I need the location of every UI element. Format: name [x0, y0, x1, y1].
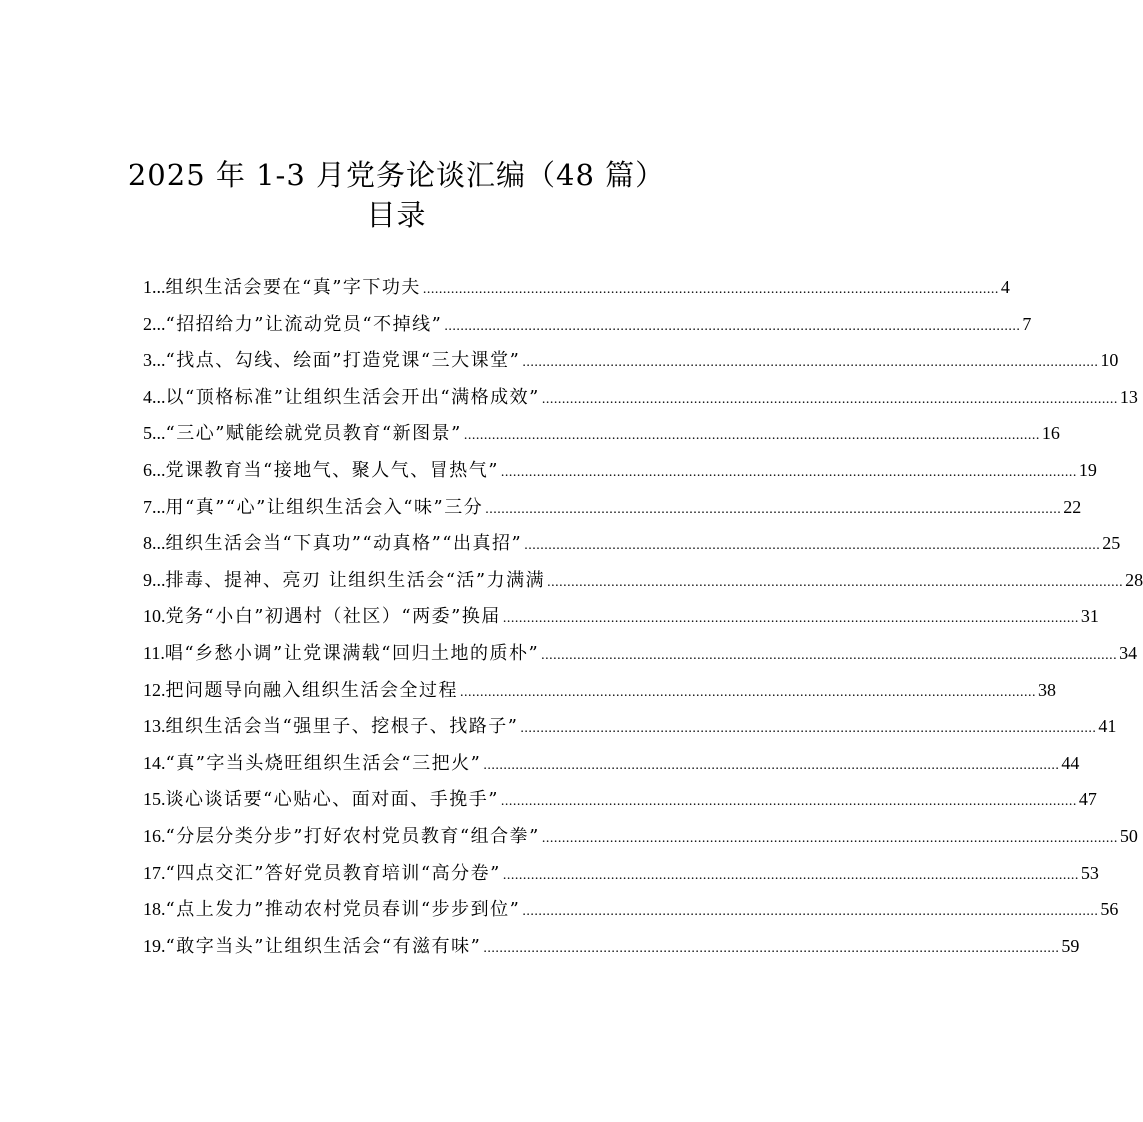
- toc-dot-leader: [423, 272, 999, 309]
- toc-dot-leader: [542, 821, 1118, 858]
- toc-entry-page: 7: [1022, 313, 1032, 334]
- toc-dot-leader: [524, 528, 1100, 565]
- toc-entry-page: 25: [1102, 533, 1121, 554]
- toc-entry-title: “三心”赋能绘就党员教育“新图景”: [165, 423, 462, 445]
- toc-entry-number: 9...: [143, 569, 166, 590]
- toc-dot-leader: [542, 382, 1118, 419]
- toc-entry[interactable]: [143, 818, 1138, 855]
- toc-entry-title: 组织生活会当“强里子、挖根子、找路子”: [165, 716, 519, 738]
- toc-entry-title: 用“真”“心”让组织生活会入“味”三分: [165, 496, 484, 518]
- toc-entry-number: 17.: [143, 862, 166, 883]
- toc-entry-title: “点上发力”推动农村党员春训“步步到位”: [165, 899, 521, 921]
- toc-entry-title: 谈心谈话要“心贴心、面对面、手挽手”: [165, 789, 499, 811]
- toc-entry-number: 11.: [143, 642, 165, 663]
- toc-entry-number: 15.: [143, 789, 166, 810]
- toc-entry[interactable]: [143, 525, 1121, 562]
- toc-entry-page: 44: [1061, 752, 1080, 773]
- toc-entry-title: “找点、勾线、绘面”打造党课“三大课堂”: [165, 350, 521, 372]
- toc-entry-number: 14.: [143, 752, 166, 773]
- toc-dot-leader: [503, 601, 1079, 638]
- toc-entry-page: 47: [1078, 789, 1097, 810]
- toc-entry-title: “分层分类分步”打好农村党员教育“组合拳”: [165, 825, 540, 847]
- toc-entry-title: “敢字当头”让组织生活会“有滋有味”: [165, 935, 482, 957]
- toc-dot-leader: [501, 455, 1077, 492]
- toc-entry[interactable]: [143, 342, 1119, 379]
- toc-entry-number: 2...: [143, 313, 166, 334]
- toc-entry-page: 19: [1078, 459, 1097, 480]
- toc-entry-title: 唱“乡愁小调”让党课满载“回归土地的质朴”: [164, 642, 540, 664]
- toc-dot-leader: [541, 638, 1117, 675]
- toc-dot-leader: [485, 492, 1061, 529]
- toc-entry-title: “四点交汇”答好党员教育培训“高分卷”: [165, 862, 501, 884]
- toc-entry-page: 34: [1119, 642, 1138, 663]
- toc-dot-leader: [483, 748, 1059, 785]
- toc-dot-leader: [464, 418, 1040, 455]
- toc-entry-page: 22: [1063, 496, 1082, 517]
- toc-entry[interactable]: [143, 379, 1138, 416]
- toc-entry-title: “招招给力”让流动党员“不掉线”: [165, 313, 443, 335]
- toc-entry-number: 6...: [143, 459, 166, 480]
- toc-entry-number: 12.: [143, 679, 166, 700]
- toc-entry-number: 18.: [143, 899, 166, 920]
- toc-dot-leader: [483, 931, 1059, 968]
- toc-dot-leader: [522, 894, 1098, 931]
- toc-heading: 目录: [366, 198, 427, 232]
- toc-entry-title: 把问题导向融入组织生活会全过程: [165, 679, 458, 701]
- toc-entry-number: 5...: [143, 423, 166, 444]
- toc-entry-number: 19.: [143, 935, 166, 956]
- toc-entry-number: 8...: [143, 533, 166, 554]
- toc-entry-title: 组织生活会要在“真”字下功夫: [165, 277, 421, 298]
- toc-entry[interactable]: [143, 745, 1080, 782]
- toc-entry[interactable]: [143, 708, 1117, 745]
- toc-entry[interactable]: [143, 306, 1032, 343]
- toc-entry-number: 7...: [143, 496, 166, 517]
- toc-entry-page: 13: [1119, 386, 1138, 407]
- toc-entry[interactable]: [143, 562, 1143, 599]
- toc-entry[interactable]: [143, 415, 1060, 452]
- toc-entry-number: 10.: [143, 606, 166, 627]
- toc-entry-title: “真”字当头烧旺组织生活会“三把火”: [165, 752, 482, 774]
- toc-dot-leader: [444, 309, 1020, 346]
- toc-entry-number: 16.: [143, 825, 166, 846]
- toc-entry-page: 56: [1100, 899, 1119, 920]
- toc-entry-page: 28: [1125, 569, 1143, 590]
- toc-entry-title: 党课教育当“接地气、聚人气、冒热气”: [165, 459, 499, 481]
- toc-entry[interactable]: [143, 781, 1097, 818]
- toc-entry-page: 50: [1119, 825, 1138, 846]
- toc-dot-leader: [547, 565, 1123, 602]
- toc-entry[interactable]: [143, 269, 1010, 306]
- toc-entry-page: 10: [1100, 350, 1119, 371]
- toc-entry-page: 59: [1061, 935, 1080, 956]
- toc-dot-leader: [520, 711, 1096, 748]
- toc-entry[interactable]: [143, 452, 1097, 489]
- toc-entry-number: 3...: [143, 350, 166, 371]
- toc-entry-title: 以“顶格标准”让组织生活会开出“满格成效”: [165, 386, 540, 408]
- toc-dot-leader: [501, 784, 1077, 821]
- toc-entry-page: 4: [1000, 277, 1010, 297]
- toc-dot-leader: [460, 675, 1036, 712]
- toc-entry[interactable]: [143, 489, 1082, 526]
- toc-entry[interactable]: [143, 635, 1138, 672]
- toc-entry[interactable]: [143, 855, 1099, 892]
- toc-dot-leader: [503, 858, 1079, 895]
- toc-entry-number: 1...: [143, 277, 166, 297]
- toc-entry-number: 4...: [143, 386, 166, 407]
- toc-entry-title: 排毒、提神、亮刃 让组织生活会“活”力满满: [165, 569, 546, 591]
- document-title: 2025 年 1-3 月党务论谈汇编（48 篇）: [127, 158, 666, 192]
- toc-entry[interactable]: [143, 928, 1080, 965]
- toc-entry-title: 组织生活会当“下真功”“动真格”“出真招”: [165, 533, 523, 555]
- toc-entry-page: 53: [1080, 862, 1099, 883]
- toc-entry[interactable]: [143, 672, 1056, 709]
- toc-entry[interactable]: [143, 598, 1099, 635]
- toc-dot-leader: [522, 345, 1098, 382]
- toc-entry-page: 41: [1098, 716, 1117, 737]
- table-of-contents: [143, 269, 1143, 964]
- toc-entry[interactable]: [143, 891, 1119, 928]
- toc-entry-number: 13.: [143, 716, 166, 737]
- toc-entry-title: 党务“小白”初遇村（社区）“两委”换届: [165, 606, 501, 628]
- toc-entry-page: 38: [1038, 679, 1056, 700]
- toc-entry-page: 31: [1080, 606, 1099, 627]
- toc-entry-page: 16: [1041, 423, 1060, 444]
